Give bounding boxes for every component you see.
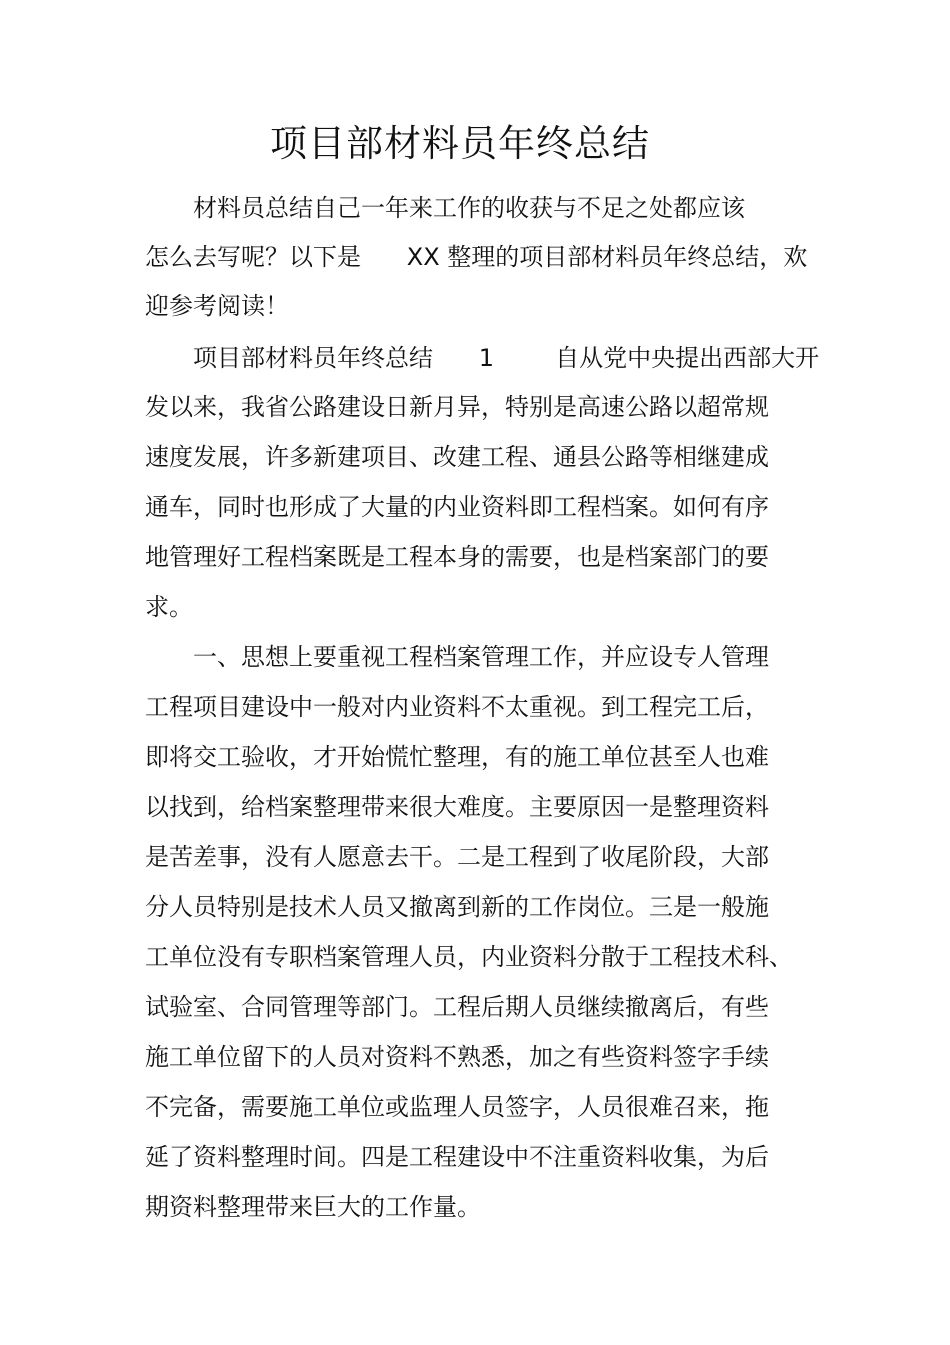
text-line-8: 地管理好工程档案既是工程本身的需要，也是档案部门的要 <box>145 543 769 571</box>
text-line-6: 速度发展，许多新建项目、改建工程、通县公路等相继建成 <box>145 443 769 471</box>
document-title: 项目部材料员年终总结 <box>270 122 650 165</box>
text-line-16: 工单位没有专职档案管理人员，内业资料分散于工程技术科、 <box>145 943 793 971</box>
text-line-20: 延了资料整理时间。四是工程建设中不注重资料收集，为后 <box>145 1143 769 1171</box>
text-line-12: 即将交工验收，才开始慌忙整理，有的施工单位甚至人也难 <box>145 743 769 771</box>
text-line-19: 不完备，需要施工单位或监理人员签字，人员很难召来，拖 <box>145 1093 769 1121</box>
text-line-5: 发以来，我省公路建设日新月异，特别是高速公路以超常规 <box>145 393 769 421</box>
text-line-21: 期资料整理带来巨大的工作量。 <box>145 1193 481 1221</box>
text-line-7: 通车，同时也形成了大量的内业资料即工程档案。如何有序 <box>145 493 769 521</box>
text-line-9: 求。 <box>145 593 193 621</box>
text-line-14: 是苦差事，没有人愿意去干。二是工程到了收尾阶段，大部 <box>145 843 769 871</box>
text-line-3: 迎参考阅读！ <box>145 292 289 320</box>
text-line-2: 怎么去写呢？以下是 XX 整理的项目部材料员年终总结，欢 <box>145 243 808 271</box>
text-line-15: 分人员特别是技术人员又撤离到新的工作岗位。三是一般施 <box>145 893 769 921</box>
text-line-18: 施工单位留下的人员对资料不熟悉，加之有些资料签字手续 <box>145 1043 769 1071</box>
text-line-17: 试验室、合同管理等部门。工程后期人员继续撤离后，有些 <box>145 993 769 1021</box>
text-line-10: 一、思想上要重视工程档案管理工作，并应设专人管理 <box>193 643 769 671</box>
text-line-1: 材料员总结自己一年来工作的收获与不足之处都应该 <box>193 194 745 222</box>
text-line-4: 项目部材料员年终总结 1 自从党中央提出西部大开 <box>193 344 820 372</box>
text-line-11: 工程项目建设中一般对内业资料不太重视。到工程完工后， <box>145 693 769 721</box>
text-line-13: 以找到，给档案整理带来很大难度。主要原因一是整理资料 <box>145 793 769 821</box>
